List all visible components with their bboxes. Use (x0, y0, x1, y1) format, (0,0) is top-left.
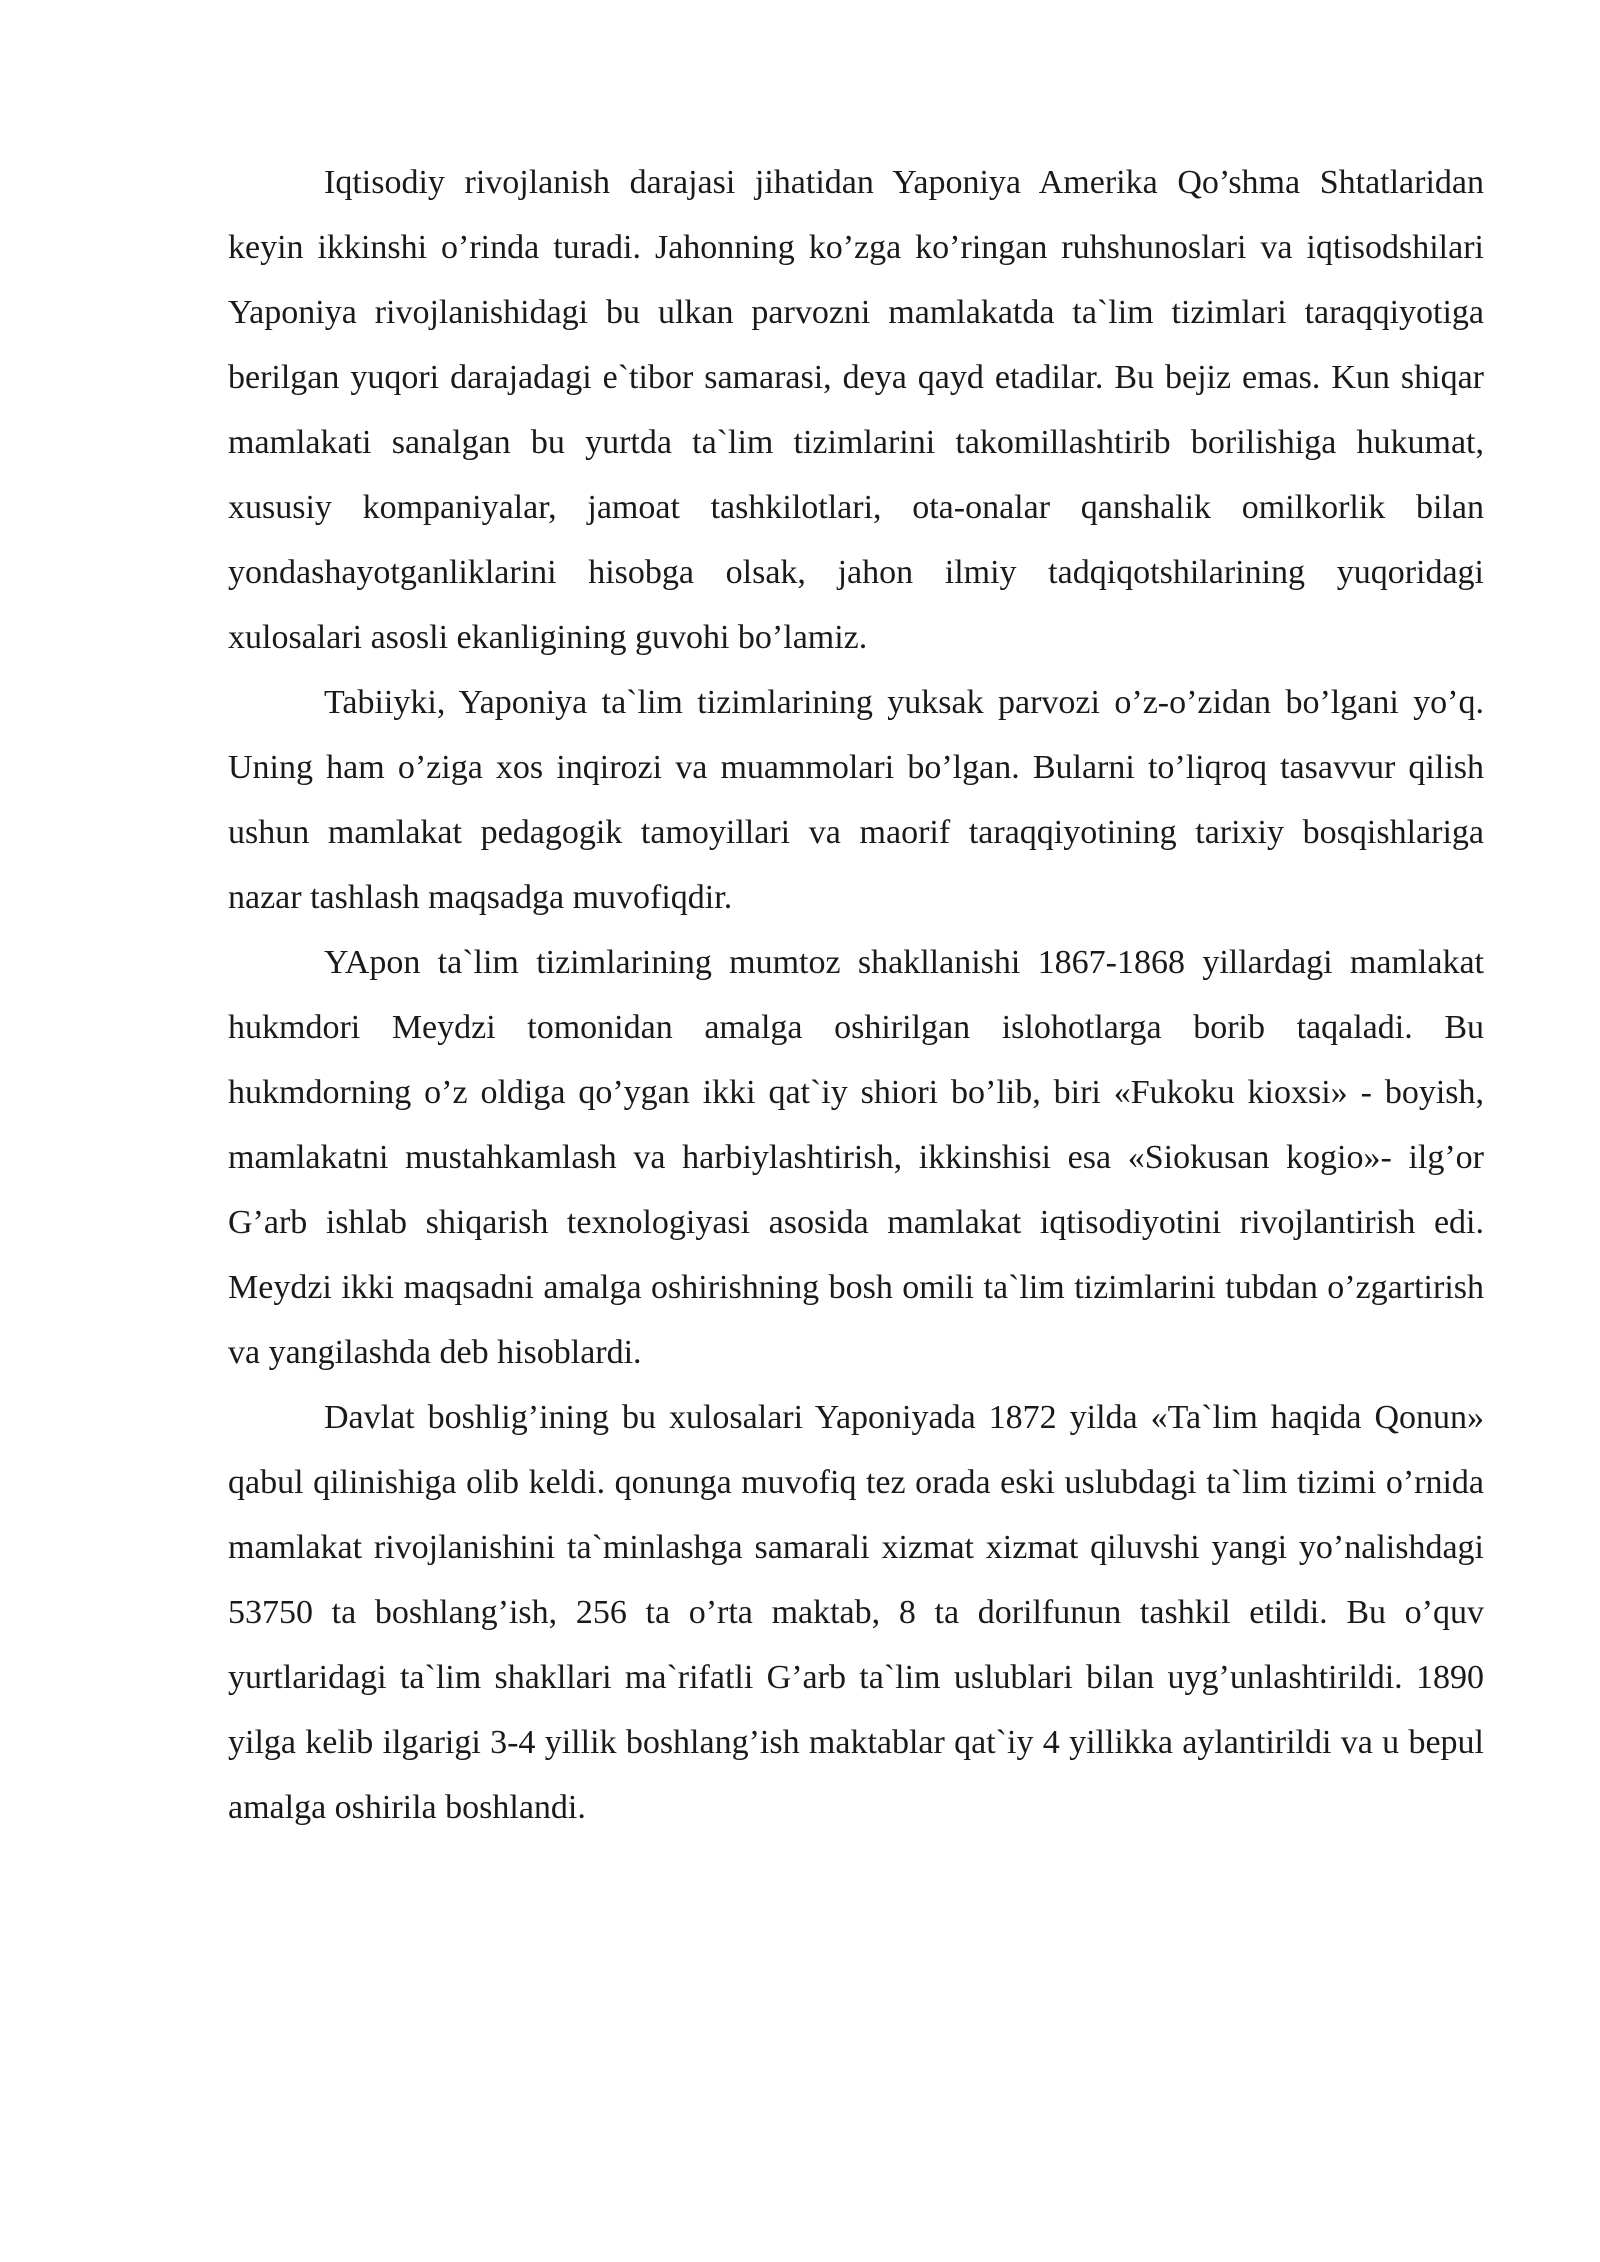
paragraph-2: Tabiiyki, Yaponiya ta`lim tizimlarining yuksak parvozi o’z-o’zidan bo’lgani yo’q. Uning ham o’ziga xos inqirozi va muammolari bo’lgan. Bularni to’liqroq tasavvur qilish ushun mamlakat pedagogik tamoyillari va maorif taraqqiyotining tarixiy bosqishlariga nazar tashlash maqsadga muvofiqdir. (228, 684, 1484, 916)
paragraph-1: Iqtisodiy rivojlanish darajasi jihatidan Yaponiya Amerika Qo’shma Shtatlaridan keyin ikkinshi o’rinda turadi. Jahonning ko’zga ko’ringan ruhshunoslari va iqtisodshilari Yaponiya rivojlanishidagi bu ulkan parvozni mamlakatda ta`lim tizimlari taraqqiyotiga berilgan yuqori darajadagi e`tibor samarasi, deya qayd etadilar. Bu bejiz emas. Kun shiqar mamlakati sanalgan bu yurtda ta`lim tizimlarini takomillashtirib borilishiga hukumat, xususiy kompaniyalar, jamoat tashkilotlari, ota-onalar qanshalik omilkorlik bilan yondashayotganliklarini hisobga olsak, jahon ilmiy tadqiqotshilarining yuqoridagi xulosalari asosli ekanligining guvohi bo’lamiz. (228, 164, 1484, 656)
paragraph-4: Davlat boshlig’ining bu xulosalari Yaponiyada 1872 yilda «Ta`lim haqida Qonun» qabul qilinishiga olib keldi. qonunga muvofiq tez orada eski uslubdagi ta`lim tizimi o’rnida mamlakat rivojlanishini ta`minlashga samarali xizmat xizmat qiluvshi yangi yo’nalishdagi 53750 ta boshlang’ish, 256 ta o’rta maktab, 8 ta dorilfunun tashkil etildi. Bu o’quv yurtlaridagi ta`lim shakllari ma`rifatli G’arb ta`lim uslublari bilan uyg’unlashtirildi. 1890 yilga kelib ilgarigi 3-4 yillik boshlang’ish maktablar qat`iy 4 yillikka aylantirildi va u bepul amalga oshirila boshlandi. (228, 1399, 1484, 1826)
paragraph-3: YApon ta`lim tizimlarining mumtoz shakllanishi 1867-1868 yillardagi mamlakat hukmdori Meydzi tomonidan amalga oshirilgan islohotlarga borib taqaladi. Bu hukmdorning o’z oldiga qo’ygan ikki qat`iy shiori bo’lib, biri «Fukoku kioxsi» - boyish, mamlakatni mustahkamlash va harbiylashtirish, ikkinshisi esa «Siokusan kogio»- ilg’or G’arb ishlab shiqarish texnologiyasi asosida mamlakat iqtisodiyotini rivojlantirish edi. Meydzi ikki maqsadni amalga oshirishning bosh omili ta`lim tizimlarini tubdan o’zgartirish va yangilashda deb hisoblardi. (228, 944, 1484, 1371)
document-page (228, 150, 1484, 1840)
